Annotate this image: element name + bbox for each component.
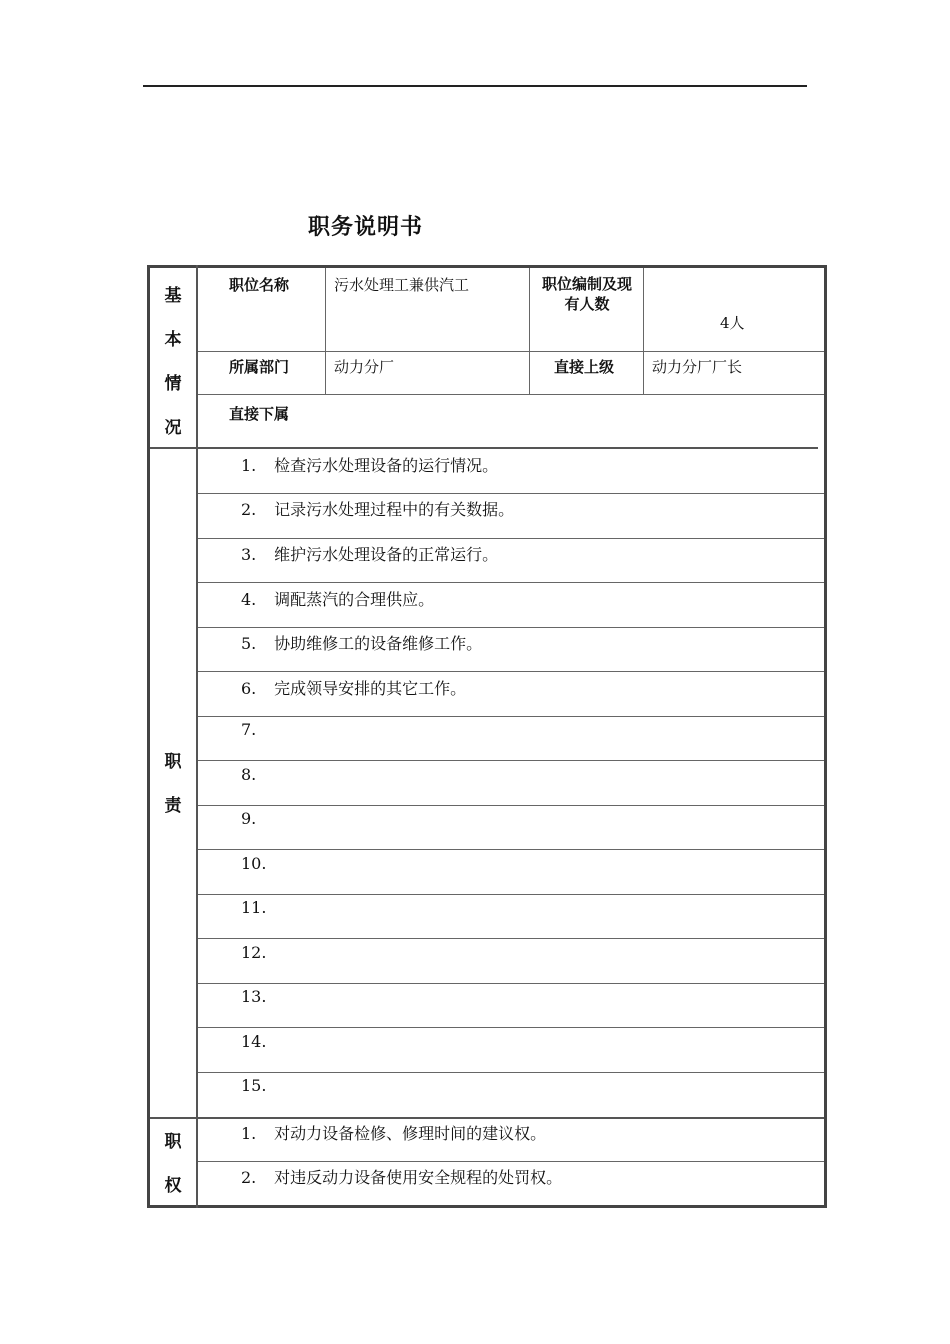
duty-item: 4. 调配蒸汽的合理供应。 — [241, 590, 435, 609]
grid-line — [643, 268, 644, 394]
row-line — [198, 627, 824, 628]
header-rule — [143, 85, 807, 87]
section-divider — [150, 447, 818, 449]
duty-item: 9. — [241, 809, 257, 828]
duty-item: 2. 记录污水处理过程中的有关数据。 — [241, 500, 515, 519]
row-line — [198, 671, 824, 672]
duty-item: 10. — [241, 854, 267, 873]
duty-item: 14. — [241, 1032, 267, 1051]
row-line — [198, 805, 824, 806]
section-divider — [150, 1117, 824, 1119]
row-line — [198, 493, 824, 494]
duty-item: 5. 协助维修工的设备维修工作。 — [241, 634, 483, 653]
department-value: 动力分厂 — [334, 358, 395, 376]
row-line — [198, 938, 824, 939]
authority-section-label: 职 权 — [164, 1132, 182, 1196]
supervisor-label: 直接上级 — [554, 358, 615, 376]
duty-item: 13. — [241, 987, 267, 1006]
grid-line — [529, 268, 530, 394]
row-line — [198, 1161, 824, 1162]
document-title: 职务说明书 — [308, 215, 424, 240]
basic-info-section-label: 基 本 情 况 — [164, 286, 182, 438]
row-line — [198, 849, 824, 850]
grid-line — [325, 268, 326, 394]
row-line — [198, 1027, 824, 1028]
row-line — [198, 760, 824, 761]
row-line — [198, 582, 824, 583]
authority-item: 2. 对违反动力设备使用安全规程的处罚权。 — [241, 1168, 563, 1187]
row-line — [198, 716, 824, 717]
position-name-value: 污水处理工兼供汽工 — [334, 276, 470, 294]
headcount-label: 职位编制及现有人数 — [541, 275, 632, 313]
subordinate-label: 直接下属 — [229, 405, 290, 423]
position-name-label: 职位名称 — [229, 276, 290, 294]
duty-item: 11. — [241, 898, 267, 917]
section-column-divider — [196, 265, 198, 1208]
duties-section-label: 职 责 — [164, 752, 182, 816]
headcount-value: 4人 — [720, 314, 745, 332]
row-line — [198, 1072, 824, 1073]
duty-item: 1. 检查污水处理设备的运行情况。 — [241, 456, 499, 475]
row-line — [198, 983, 824, 984]
duty-item: 8. — [241, 765, 257, 784]
duty-item: 7. — [241, 720, 257, 739]
row-line — [198, 538, 824, 539]
authority-item: 1. 对动力设备检修、修理时间的建议权。 — [241, 1124, 547, 1143]
department-label: 所属部门 — [229, 358, 290, 376]
duty-item: 6. 完成领导安排的其它工作。 — [241, 679, 467, 698]
grid-line — [198, 394, 824, 395]
duty-item: 12. — [241, 943, 267, 962]
duty-item: 3. 维护污水处理设备的正常运行。 — [241, 545, 499, 564]
duty-item: 15. — [241, 1076, 267, 1095]
grid-line — [198, 351, 824, 352]
supervisor-value: 动力分厂厂长 — [652, 358, 743, 376]
row-line — [198, 894, 824, 895]
